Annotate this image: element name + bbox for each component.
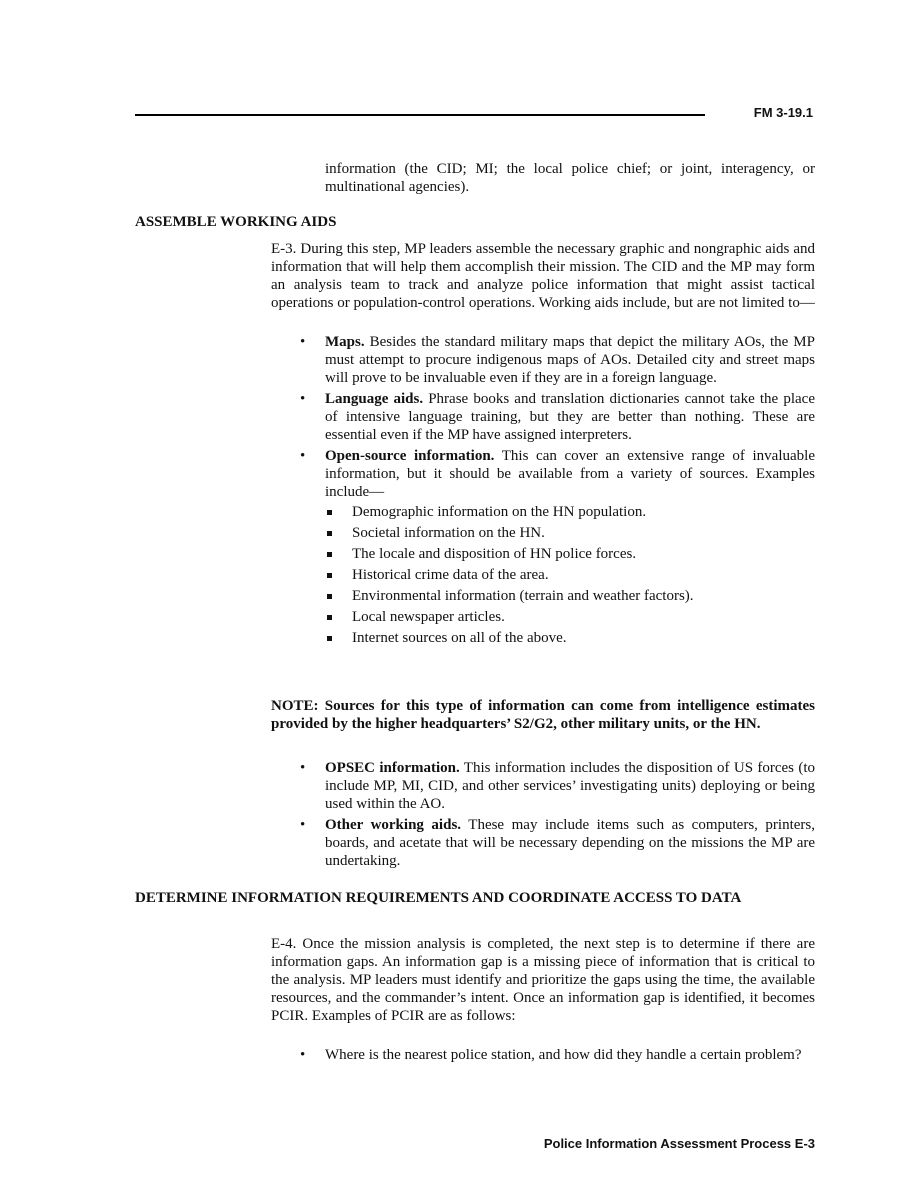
square-bullet-icon xyxy=(327,573,332,578)
list-item xyxy=(271,447,815,647)
item-text: This can cover an extensive range of invaluable information, but it should be available from a variety of sources. Examples include— xyxy=(325,448,815,500)
square-bullet-icon xyxy=(327,510,332,515)
list-item xyxy=(271,759,815,813)
sub-list-item xyxy=(325,545,815,563)
sub-item-text: Local newspaper articles. xyxy=(352,609,505,625)
working-aids-list xyxy=(271,333,815,650)
item-term: Maps. xyxy=(325,334,365,350)
header-rule xyxy=(135,114,705,116)
sub-list-item xyxy=(325,503,815,521)
section-heading-working-aids: ASSEMBLE WORKING AIDS xyxy=(135,214,337,230)
list-item xyxy=(271,816,815,870)
bullet-icon: • xyxy=(300,391,306,407)
list-item xyxy=(271,390,815,444)
bullet-icon: • xyxy=(300,334,306,350)
sub-item-text: Demographic information on the HN population. xyxy=(352,504,647,520)
sub-list-item xyxy=(325,524,815,542)
sub-list-item xyxy=(325,608,815,626)
bullet-icon: • xyxy=(300,817,306,833)
square-bullet-icon xyxy=(327,531,332,536)
sub-item-text: Environmental information (terrain and weather factors). xyxy=(352,588,694,604)
square-bullet-icon xyxy=(327,636,332,641)
item-text: These may include items such as computers, printers, boards, and acetate that will be necessary depending on the missions the MP are undertaking. xyxy=(325,817,815,869)
item-text: Phrase books and translation dictionaries cannot take the place of intensive language training, but they are better than nothing. These are essential even if the MP have assigned interpreters. xyxy=(325,391,815,443)
paragraph-e4: E-4. Once the mission analysis is completed, the next step is to determine if there are information gaps. An information gap is a missing piece of information that is critical to the analysis. MP leaders must identify and prioritize the gaps using the time, the available resources, and the commander’s intent. Once an information gap is identified, it becomes PCIR. Examples of PCIR are as follows: xyxy=(271,936,815,1024)
item-term: Other working aids. xyxy=(325,817,462,833)
square-bullet-icon xyxy=(327,594,332,599)
working-aids-list-continued xyxy=(271,759,815,873)
open-source-examples-list xyxy=(325,503,815,647)
item-text: Besides the standard military maps that depict the military AOs, the MP must attempt to procure indigenous maps of AOs. Detailed city and street maps will prove to be invaluable even if they are in a foreign language. xyxy=(325,334,815,386)
sub-item-text: Internet sources on all of the above. xyxy=(352,630,567,646)
pcir-examples-list xyxy=(271,1046,815,1067)
item-text: This information includes the disposition of US forces (to include MP, MI, CID, and other services’ investigating units) deploying or being used within the AO. xyxy=(325,760,815,812)
bullet-icon: • xyxy=(300,448,306,464)
bullet-icon: • xyxy=(300,1047,306,1063)
intro-continuation: information (the CID; MI; the local police chief; or joint, interagency, or multinational agencies). xyxy=(325,161,815,195)
item-term: Language aids. xyxy=(325,391,424,407)
sub-item-text: Societal information on the HN. xyxy=(352,525,545,541)
square-bullet-icon xyxy=(327,552,332,557)
bullet-icon: • xyxy=(300,760,306,776)
item-term: Open-source information. xyxy=(325,448,495,464)
square-bullet-icon xyxy=(327,615,332,620)
sub-item-text: The locale and disposition of HN police forces. xyxy=(352,546,637,562)
list-item xyxy=(271,333,815,387)
sub-list-item xyxy=(325,566,815,584)
section-heading-information-requirements: DETERMINE INFORMATION REQUIREMENTS AND COORDINATE ACCESS TO DATA xyxy=(135,890,742,906)
sub-item-text: Historical crime data of the area. xyxy=(352,567,549,583)
document-id: FM 3-19.1 xyxy=(753,105,813,120)
list-item xyxy=(271,1046,815,1064)
item-term: OPSEC information. xyxy=(325,760,460,776)
note-sources: NOTE: Sources for this type of information can come from intelligence estimates provided by the higher headquarters’ S2/G2, other military units, or the HN. xyxy=(271,698,815,732)
sub-list-item xyxy=(325,629,815,647)
item-text: Where is the nearest police station, and how did they handle a certain problem? xyxy=(325,1047,802,1063)
sub-list-item xyxy=(325,587,815,605)
page-footer: Police Information Assessment Process E-3 xyxy=(543,1136,815,1151)
paragraph-e3: E-3. During this step, MP leaders assemble the necessary graphic and nongraphic aids and information that will help them accomplish their mission. The CID and the MP may form an analysis team to track and analyze police information that might assist tactical operations or population-control operations. Working aids include, but are not limited to— xyxy=(271,241,815,311)
